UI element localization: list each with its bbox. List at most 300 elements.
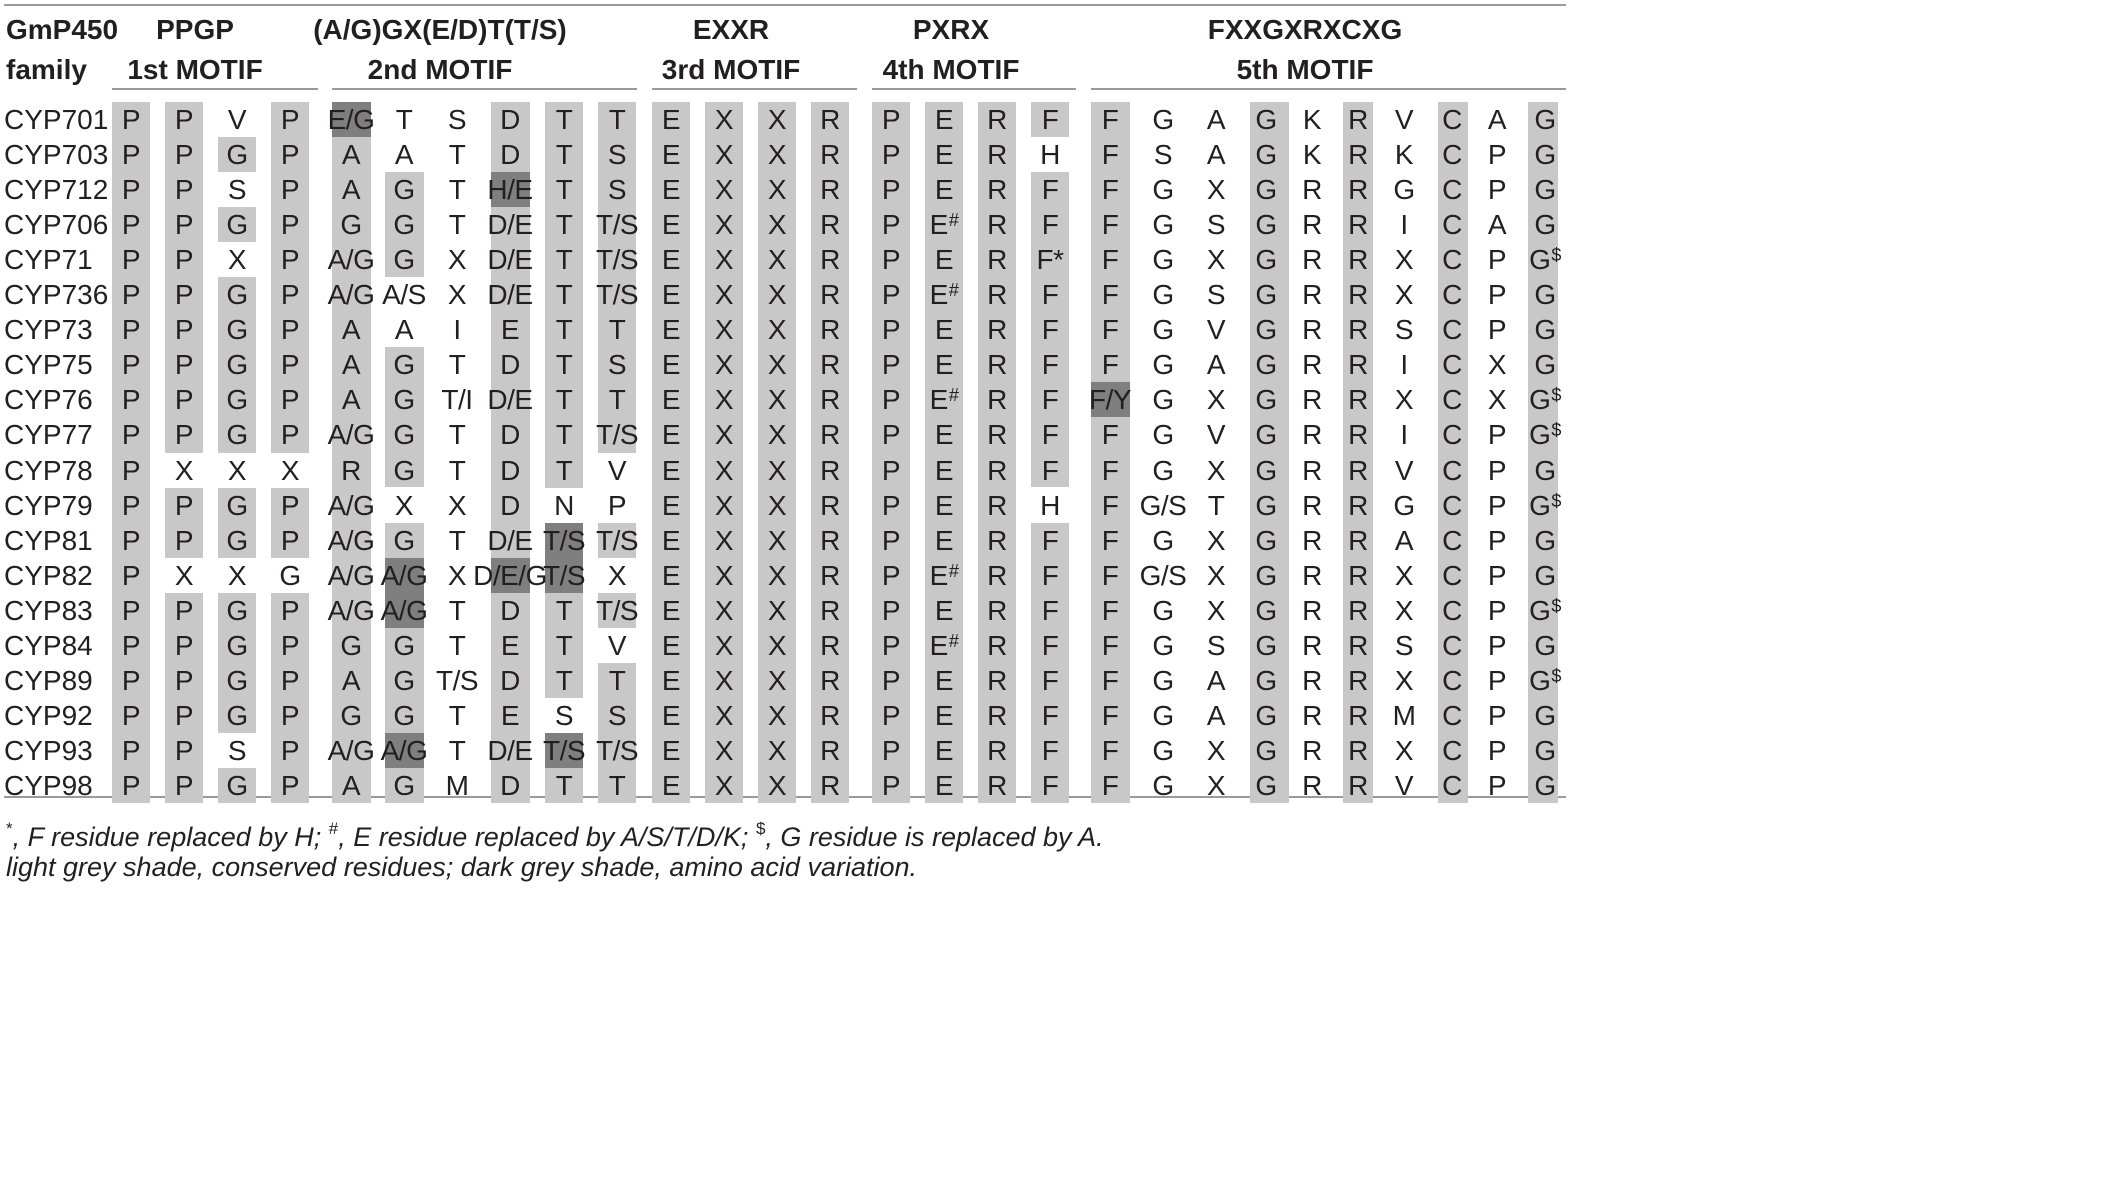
residue-cell: X [227,559,247,591]
residue-cell: P [121,314,141,346]
row-label: CYP79 [4,489,93,521]
residue-cell: X [767,349,787,381]
residue-cell: R [987,279,1007,311]
motif-header-5 [1005,10,1605,90]
residue-cell: R [341,454,361,486]
residue-cell: I [1400,419,1408,451]
residue-cell: F [1101,699,1119,731]
residue-cell: R [987,419,1007,451]
residue-cell: E [661,664,681,696]
residue-cell: X [1394,664,1414,696]
residue-cell: P [280,174,300,206]
residue-cell: A/G [380,734,428,766]
residue-cell: G [393,244,415,276]
residue-cell: P [121,349,141,381]
residue-cell: R [820,594,840,626]
residue-cell: T [395,104,413,135]
residue-cell: A [341,139,361,171]
residue-cell: R [820,699,840,731]
residue-cell: R [1348,174,1368,206]
residue-cell: P [1487,139,1507,171]
residue-cell: E [661,104,681,135]
residue-cell: E [934,769,954,801]
residue-cell: G [1255,664,1277,696]
residue-cell: R [1348,314,1368,346]
residue-cell [1505,593,1585,628]
residue-cell: X [227,244,247,276]
motif-label: 3rd MOTIF [661,54,801,85]
residue-cell: R [987,139,1007,171]
residue-cell: V [1394,454,1414,486]
residue-cell: T [555,139,573,171]
residue-cell: E [661,769,681,801]
residue-cell: X [1206,244,1226,276]
row-label: CYP75 [4,349,93,381]
footnote-text: , G residue is replaced by A. [765,822,1104,852]
residue-cell: C [1442,209,1462,241]
residue-cell: P [280,314,300,346]
residue-cell: G [1255,349,1277,381]
residue-cell: P [881,139,901,171]
residue-cell: R [1302,769,1322,801]
residue-cell: X [767,244,787,276]
residue-cell: F [1101,629,1119,661]
residue: G [1529,664,1551,696]
residue-cell: R [1302,594,1322,626]
residue-cell: G [1255,629,1277,661]
residue-cell: T [555,314,573,346]
residue-cell: G [1255,594,1277,626]
residue-cell: T [608,664,626,696]
residue-cell: X [714,559,734,591]
residue-cell: P [1487,454,1507,486]
residue: G [1529,244,1551,276]
residue-cell: P [174,489,194,521]
residue-cell: A [1206,139,1226,171]
residue-cell: D/E [487,244,533,276]
residue-cell: A/G [327,734,375,766]
residue-cell: A [1206,664,1226,696]
residue-cell: D [500,769,520,801]
residue-cell: T/S [542,524,586,556]
motif-pattern: (A/G)GX(E/D)T(T/S) [313,14,567,45]
residue-cell [1505,663,1585,698]
residue-cell: P [121,209,141,241]
residue-cell: P [881,769,901,801]
residue-cell: G [340,209,362,241]
residue-cell: G [226,769,248,801]
residue-cell: P [280,489,300,521]
residue-cell: P [881,209,901,241]
residue-cell: G [1255,139,1277,171]
residue-cell: G [1534,559,1556,591]
row-label: CYP736 [4,279,109,311]
residue-cell: R [1302,209,1322,241]
residue-cell: R [987,699,1007,731]
residue-cell: E [661,209,681,241]
residue-cell: X [447,279,467,311]
residue-cell: E [500,314,520,346]
residue-cell: X [174,559,194,591]
residue-cell: A [341,349,361,381]
footnote-mark: # [948,280,959,301]
residue-cell: E [661,489,681,521]
residue-cell: S [447,104,467,135]
residue-cell: T [555,349,573,381]
residue-cell: G/S [1139,489,1187,521]
residue-cell: P [121,699,141,731]
residue-cell: S [607,174,627,206]
residue-cell: P [174,524,194,556]
residue-cell: X [447,559,467,591]
residue-cell: R [1348,734,1368,766]
residue-cell: X [714,489,734,521]
residue-cell: X [767,279,787,311]
residue-cell: C [1442,279,1462,311]
motif-label: 4th MOTIF [882,54,1020,85]
residue-cell: P [174,314,194,346]
residue-cell: P [280,244,300,276]
residue-cell: G [1534,209,1556,241]
residue-cell: A/G [327,419,375,451]
footnote-symbol: * [6,819,13,838]
residue-cell: F [1041,664,1059,696]
residue-cell: G [1255,699,1277,731]
residue-cell: G [1255,769,1277,801]
residue-cell: R [1302,244,1322,276]
residue-cell: T [555,209,573,241]
footnote-mark: # [948,385,959,406]
residue: E [929,279,948,311]
residue-cell: S [1206,279,1226,311]
residue-cell: E [661,419,681,451]
residue-cell: A [341,769,361,801]
residue-cell: G [1152,279,1174,311]
residue-cell: S [1153,139,1173,171]
residue-cell: P [121,594,141,626]
motif-pattern: FXXGXRXCXG [1207,14,1403,45]
residue-cell: P [121,734,141,766]
footnote-mark: $ [1551,665,1561,686]
residue-cell: T [555,769,573,801]
residue-cell: R [1302,629,1322,661]
residue-cell: R [820,454,840,486]
residue-cell: G [393,769,415,801]
residue-cell: G [393,174,415,206]
residue-cell: F [1041,699,1059,731]
residue-cell: R [987,769,1007,801]
residue-cell [1505,417,1585,452]
residue-cell: E [500,699,520,731]
residue-cell: R [1348,699,1368,731]
residue-cell: P [174,384,194,416]
residue-cell: P [121,279,141,311]
residue-cell: T/S [595,734,639,766]
residue-cell: P [174,664,194,696]
residue-cell: K [1302,139,1322,171]
residue-cell: R [987,349,1007,381]
residue-cell: P [280,699,300,731]
residue-cell: C [1442,454,1462,486]
residue-cell: X [714,699,734,731]
residue-cell: G [226,314,248,346]
residue-cell: T [555,594,573,626]
residue-cell: X [1394,594,1414,626]
row-label: CYP706 [4,209,109,241]
residue-cell: E [934,664,954,696]
residue-cell: X [767,384,787,416]
residue-cell: T [555,384,573,416]
residue-cell: P [1487,559,1507,591]
residue-cell: D/E [487,279,533,311]
residue-cell: R [820,524,840,556]
residue-cell: P [881,559,901,591]
residue: E [929,559,948,591]
residue-cell: X [714,244,734,276]
residue-cell: C [1442,664,1462,696]
residue-cell: E [934,139,954,171]
residue-cell: X [767,419,787,451]
residue-cell: R [820,314,840,346]
residue-cell: T [608,384,626,416]
residue-cell [1505,382,1585,417]
residue-cell: T/I [441,384,473,416]
residue-cell: G [1534,104,1556,135]
residue-cell: D/E [487,384,533,416]
residue-cell: F [1101,419,1119,451]
residue-cell: F [1101,594,1119,626]
residue-cell: A/G [327,489,375,521]
residue-cell: T/S [542,734,586,766]
residue-cell: R [987,559,1007,591]
residue-cell: F/Y [1088,384,1132,416]
residue-cell: A [394,139,414,171]
residue-cell: R [1302,524,1322,556]
residue-cell: X [767,454,787,486]
residue-cell: X [1487,349,1507,381]
residue-cell: T [555,664,573,696]
residue-cell: T [608,314,626,346]
row-label: CYP77 [4,419,93,451]
footnote-line-2: light grey shade, conserved residues; dark grey shade, amino acid variation. [6,852,917,882]
residue-cell: X [714,209,734,241]
residue-cell: G [1152,699,1174,731]
residue-cell: R [1348,279,1368,311]
residue-cell: P [280,734,300,766]
residue-cell: G [1534,349,1556,381]
residue-cell: R [820,734,840,766]
residue-cell: I [1400,209,1408,241]
residue-cell: G [1255,559,1277,591]
residue-cell: G [1255,489,1277,521]
row-label: CYP98 [4,769,93,801]
residue-cell: K [1302,104,1322,135]
residue-cell: E [934,419,954,451]
residue-cell: F [1101,279,1119,311]
row-label: CYP712 [4,174,109,206]
residue-cell: C [1442,419,1462,451]
residue-cell: C [1442,699,1462,731]
residue-cell: R [820,174,840,206]
residue-cell: E [661,139,681,171]
residue-cell: P [121,524,141,556]
residue-cell: R [820,419,840,451]
row-label: CYP701 [4,104,109,135]
residue-cell: F [1041,349,1059,381]
residue-cell: R [1348,629,1368,661]
residue-cell: P [174,769,194,801]
residue-cell: T [555,279,573,311]
residue-cell: S [227,174,247,206]
residue-cell: G [1255,279,1277,311]
residue-cell: X [714,174,734,206]
residue-cell: E [934,104,954,135]
residue-cell: C [1442,734,1462,766]
residue-cell: X [767,629,787,661]
residue-cell: X [394,489,414,521]
residue-cell: A [1394,524,1414,556]
residue-cell: G [226,279,248,311]
residue-cell: P [174,139,194,171]
residue-cell: F [1101,664,1119,696]
residue-cell: X [767,174,787,206]
residue-cell: A [341,384,361,416]
residue-cell: P [881,629,901,661]
residue-cell: P [881,244,901,276]
residue-cell: T [555,454,573,486]
residue-cell: X [767,699,787,731]
row-label: CYP83 [4,594,93,626]
residue-cell: V [607,629,627,661]
row-label: CYP82 [4,559,93,591]
residue-cell: F [1041,279,1059,311]
residue-cell: X [174,454,194,486]
residue-cell: F [1041,454,1059,486]
residue-cell: R [1302,664,1322,696]
residue-cell: G [226,524,248,556]
residue-cell: R [987,209,1007,241]
residue-cell: P [881,524,901,556]
residue-cell: X [1394,244,1414,276]
residue-cell: P [121,629,141,661]
residue-cell: C [1442,349,1462,381]
residue-cell: T [555,104,573,135]
residue-cell: P [280,419,300,451]
residue-cell: G [393,699,415,731]
residue-cell: R [1348,524,1368,556]
residue-cell: P [881,664,901,696]
residue-cell: P [174,244,194,276]
residue-cell: X [714,524,734,556]
residue-cell: G [1152,314,1174,346]
residue-cell: R [987,629,1007,661]
residue-cell: F [1101,209,1119,241]
residue-cell: C [1442,104,1462,135]
residue-cell: G [226,489,248,521]
residue-cell: X [1394,734,1414,766]
residue-cell: G [279,559,301,591]
residue-cell: P [174,699,194,731]
residue-cell: D/E [487,209,533,241]
residue-cell: C [1442,524,1462,556]
residue-cell: F [1041,629,1059,661]
residue-cell: P [280,664,300,696]
residue-cell: E [934,594,954,626]
residue-cell: F [1041,419,1059,451]
residue-cell: F [1101,559,1119,591]
residue-cell: X [1394,279,1414,311]
residue-cell: R [1348,209,1368,241]
residue-cell: R [1348,454,1368,486]
residue-cell: G [1152,734,1174,766]
residue-cell: X [714,419,734,451]
residue-cell: X [227,454,247,486]
residue-cell: R [1302,279,1322,311]
residue-cell: P [1487,419,1507,451]
residue-cell: C [1442,384,1462,416]
residue-cell: R [1348,384,1368,416]
residue-cell: X [714,279,734,311]
residue-cell: G [1534,734,1556,766]
residue-cell: A [1487,209,1507,241]
residue-cell: X [280,454,300,486]
residue-cell: E [661,314,681,346]
footnote-mark: $ [1551,385,1561,406]
residue-cell: G [1152,209,1174,241]
residue-cell: R [1348,349,1368,381]
residue-cell: T [448,174,466,206]
residue-cell: A [341,314,361,346]
residue-cell: V [1394,104,1414,135]
residue-cell: G [1534,454,1556,486]
footnote-mark: # [948,630,959,651]
residue-cell: E [661,349,681,381]
residue-cell: X [1206,174,1226,206]
residue-cell: G [1152,419,1174,451]
residue-cell: A [1206,699,1226,731]
residue-cell: E [661,594,681,626]
family-header-line: family [6,54,87,85]
residue-cell: R [1302,734,1322,766]
residue-cell: T [448,349,466,381]
residue-cell: T/S [542,559,586,591]
residue-cell: R [1348,139,1368,171]
residue-cell: P [174,629,194,661]
residue-cell: T/S [595,279,639,311]
residue-cell: A [341,174,361,206]
residue-cell: M [1392,699,1416,731]
residue-cell: G [340,699,362,731]
residue-cell: P [280,769,300,801]
residue-cell: P [121,664,141,696]
residue-cell: P [1487,489,1507,521]
residue-cell: G [1152,244,1174,276]
residue-cell: C [1442,769,1462,801]
residue-cell: A/G [327,594,375,626]
residue-cell: G [1534,139,1556,171]
residue-cell: F [1041,104,1059,135]
row-label: CYP76 [4,384,93,416]
residue-cell: R [820,209,840,241]
residue-cell: R [1302,384,1322,416]
residue-cell: G [1534,314,1556,346]
residue-cell: E [661,454,681,486]
residue-cell: G [393,419,415,451]
residue-cell: D [500,139,520,171]
residue-cell: P [1487,524,1507,556]
residue-cell: A/S [382,279,426,311]
residue-cell: T [608,769,626,801]
